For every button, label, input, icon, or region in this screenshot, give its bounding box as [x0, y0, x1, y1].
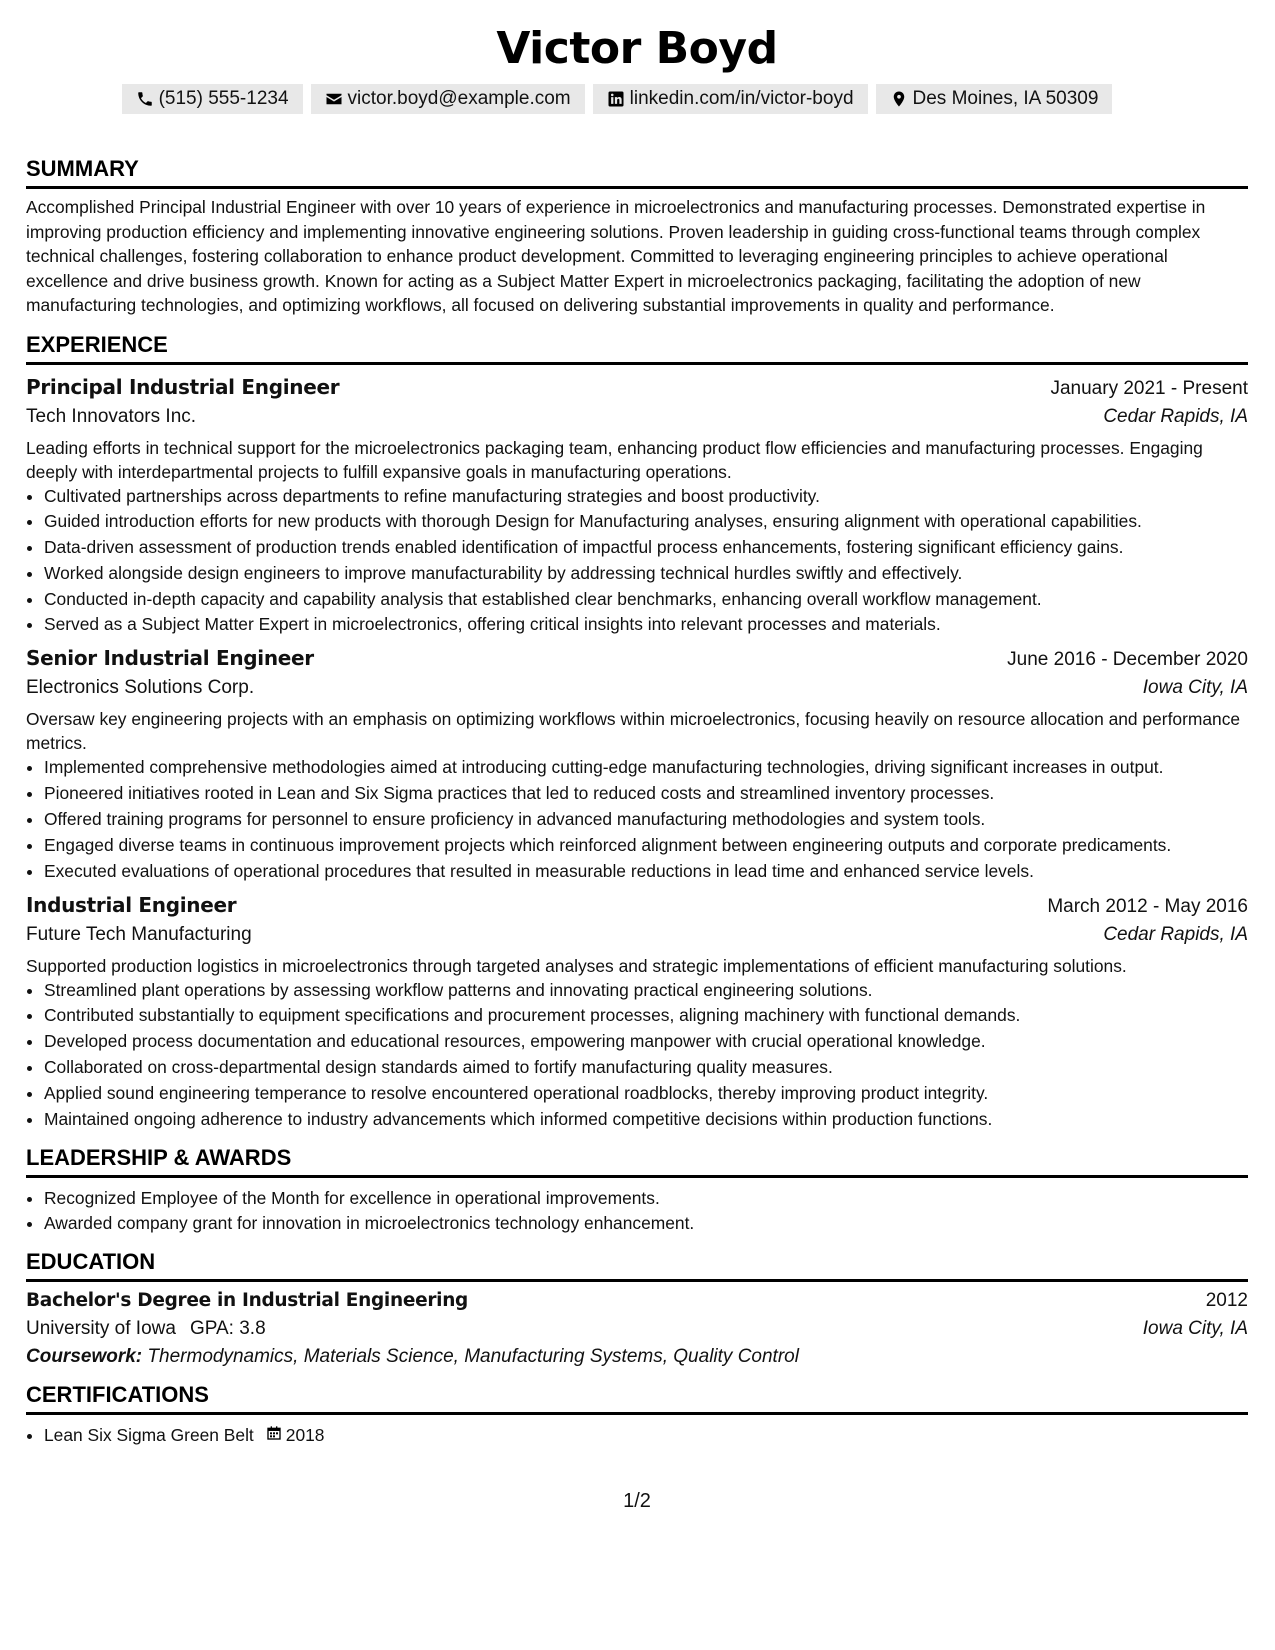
job-description: Oversaw key engineering projects with an emphasis on optimizing workflows within microelectronics, focusing heavily on resource allocation and performance metrics. [26, 709, 1241, 754]
coursework-list: Thermodynamics, Materials Science, Manufacturing Systems, Quality Control [147, 1346, 799, 1368]
job-title: Principal Industrial Engineer [26, 374, 340, 399]
contact-email[interactable] [311, 84, 585, 114]
job-dates: March 2012 - May 2016 [1047, 895, 1248, 917]
list-item: • Guided introduction efforts for new products with thorough Design for Manufacturing analyses, ensuring alignment with operational capabilities. [44, 509, 1248, 533]
certifications-heading: CERTIFICATIONS [26, 1382, 1248, 1415]
list-item: • Executed evaluations of operational procedures that resulted in measurable reductions in lead time and enhanced service levels. [44, 859, 1248, 883]
certification-name: • Lean Six Sigma Green Belt [44, 1425, 254, 1446]
contact-linkedin[interactable] [593, 84, 868, 114]
degree-title: Bachelor's Degree in Industrial Engineering [26, 1290, 469, 1312]
job-company: Electronics Solutions Corp. [26, 677, 255, 699]
contact-location [876, 84, 1113, 114]
list-item: • Offered training programs for personnel to ensure proficiency in advanced manufacturing methodologies and system tools. [44, 807, 1248, 831]
job-bullets [26, 484, 1248, 637]
coursework [26, 1346, 1248, 1368]
contact-location-text: Des Moines, IA 50309 [912, 88, 1099, 109]
job-location: Cedar Rapids, IA [1103, 405, 1248, 427]
list-item: • Implemented comprehensive methodologies aimed at introducing cutting-edge manufacturing technologies, driving significant increases in output. [44, 755, 1248, 779]
phone-icon [136, 90, 154, 108]
job-location: Cedar Rapids, IA [1103, 923, 1248, 945]
list-item: • Streamlined plant operations by assessing workflow patterns and innovating practical engineering solutions. [44, 978, 1248, 1002]
list-item: • Collaborated on cross-departmental design standards aimed to fortify manufacturing quality measures. [44, 1055, 1248, 1079]
list-item: • Served as a Subject Matter Expert in microelectronics, offering critical insights into relevant processes and materials. [44, 612, 1248, 636]
gpa: GPA: 3.8 [189, 1318, 266, 1340]
job-dates: June 2016 - December 2020 [1007, 649, 1248, 671]
list-item: • Developed process documentation and educational resources, empowering manpower with crucial operational knowledge. [44, 1029, 1248, 1053]
list-item: • Awarded company grant for innovation in microelectronics technology enhancement. [44, 1211, 1248, 1235]
job-company: Tech Innovators Inc. [26, 405, 197, 427]
summary-heading: SUMMARY [26, 156, 1248, 189]
linkedin-icon [607, 90, 625, 108]
map-marker-icon [890, 90, 908, 108]
contact-bar [0, 84, 1248, 114]
list-item: • Applied sound engineering temperance to resolve encountered operational roadblocks, thereby improving product integrity. [44, 1081, 1248, 1105]
list-item: • Maintained ongoing adherence to industry advancements which informed competitive decisions within production functions. [44, 1107, 1248, 1131]
job-bullets [26, 978, 1248, 1131]
page-number: 1/2 [623, 1490, 651, 1512]
summary-text: Accomplished Principal Industrial Engineer with over 10 years of experience in microelectronics and manufacturing processes. Demonstrated expertise in improving production efficiency and implementing innovative engineering solutions. Proven leadership in guiding cross-functional teams through complex technical challenges, fostering collaboration to enhance product development. Committed to leveraging engineering principles to achieve operational excellence and drive business growth. Known for acting as a Subject Matter Expert in microelectronics packaging, facilitating the adoption of new manufacturing technologies, and optimizing workflows, all focused on delivering substantial improvements in quality and performance. [26, 197, 1206, 315]
contact-phone [122, 84, 303, 114]
candidate-name: Victor Boyd [496, 23, 778, 74]
school-location: Iowa City, IA [1142, 1318, 1248, 1340]
contact-email-text: victor.boyd@example.com [347, 88, 571, 109]
job-entry [26, 375, 1248, 637]
job-location: Iowa City, IA [1142, 677, 1248, 699]
certification-year: 2018 [285, 1425, 325, 1446]
list-item: • Recognized Employee of the Month for excellence in operational improvements. [44, 1186, 1248, 1210]
job-company: Future Tech Manufacturing [26, 923, 252, 945]
job-description: Leading efforts in technical support for the microelectronics packaging team, enhancing product flow efficiencies and manufacturing processes. Engaging deeply with interdepartmental projects to fulfill expansive goals in manufacturing operations. [26, 437, 1203, 482]
list-item: • Engaged diverse teams in continuous improvement projects which reinforced alignment between engineering outputs and corporate predicaments. [44, 833, 1248, 857]
job-description: Supported production logistics in microelectronics through targeted analyses and strategic implementations of efficient manufacturing solutions. [26, 955, 1127, 976]
list-item: • Contributed substantially to equipment specifications and procurement processes, aligning machinery with functional demands. [44, 1003, 1248, 1027]
list-item: • Conducted in-depth capacity and capability analysis that established clear benchmarks, enhancing overall workflow management. [44, 587, 1248, 611]
leadership-bullets [26, 1186, 1248, 1236]
resume-page [26, 0, 1248, 1512]
list-item [44, 1423, 1248, 1447]
certification-list [26, 1423, 1248, 1447]
job-title: Industrial Engineer [26, 892, 237, 917]
experience-heading: EXPERIENCE [26, 332, 1248, 365]
job-title: Senior Industrial Engineer [26, 646, 314, 671]
coursework-label: Coursework: [26, 1346, 143, 1368]
list-item: • Data-driven assessment of production trends enabled identification of impactful process enhancements, fostering significant efficiency gains. [44, 535, 1248, 559]
list-item: • Cultivated partnerships across departments to refine manufacturing strategies and boost productivity. [44, 484, 1248, 508]
job-bullets [26, 755, 1248, 882]
school-name: University of Iowa [26, 1318, 176, 1340]
contact-phone-text: (515) 555-1234 [158, 88, 289, 109]
list-item: • Worked alongside design engineers to improve manufacturability by addressing technical hurdles swiftly and effectively. [44, 561, 1248, 585]
envelope-icon [325, 90, 343, 108]
education-heading: EDUCATION [26, 1249, 1248, 1282]
job-entry [26, 646, 1248, 882]
leadership-heading: LEADERSHIP & AWARDS [26, 1145, 1248, 1178]
list-item: • Pioneered initiatives rooted in Lean and Six Sigma practices that led to reduced costs and streamlined inventory processes. [44, 781, 1248, 805]
job-entry [26, 893, 1248, 1131]
calendar-icon [266, 1423, 282, 1447]
job-dates: January 2021 - Present [1050, 377, 1248, 399]
graduation-year: 2012 [1205, 1290, 1248, 1312]
contact-linkedin-text: linkedin.com/in/victor-boyd [629, 88, 854, 109]
